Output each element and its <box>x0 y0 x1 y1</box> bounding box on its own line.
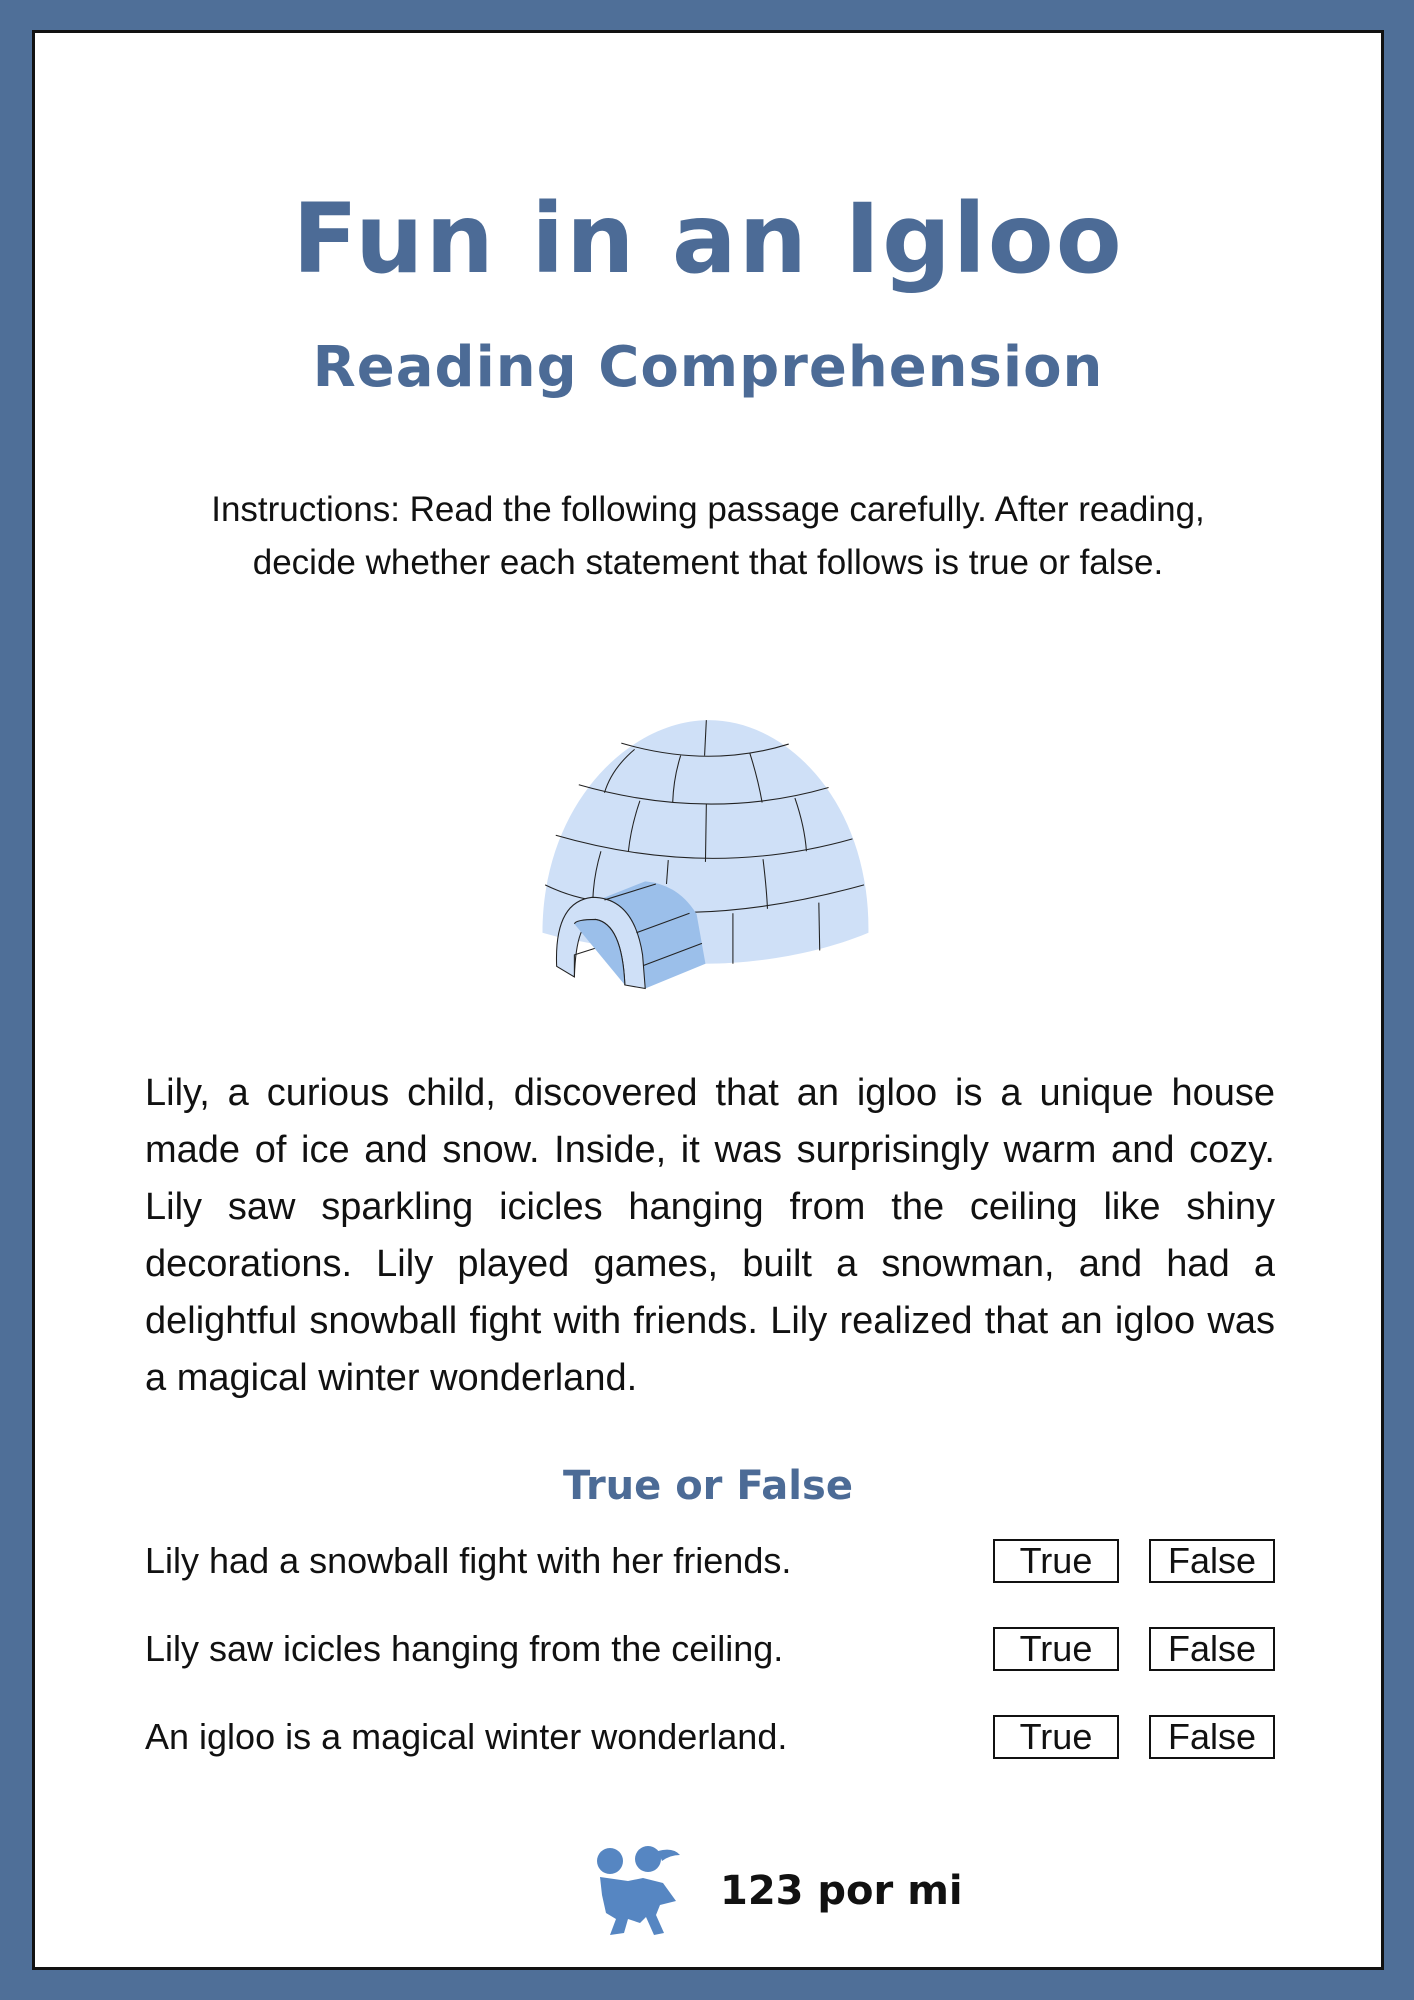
false-option[interactable]: False <box>1149 1715 1275 1759</box>
quiz-title: True or False <box>563 1463 853 1509</box>
quiz-row <box>145 1626 1275 1672</box>
igloo-illustration <box>523 683 895 1023</box>
page-title: Fun in an Igloo <box>292 183 1124 295</box>
true-option[interactable]: True <box>993 1627 1119 1671</box>
true-option[interactable]: True <box>993 1715 1119 1759</box>
quiz-row <box>145 1538 1275 1584</box>
false-option[interactable]: False <box>1149 1627 1275 1671</box>
worksheet-page <box>32 30 1384 1970</box>
instructions: Instructions: Read the following passage carefully. After reading, decide whether each statement that follows is true or false. <box>211 490 1205 582</box>
quiz-statement: Lily saw icicles hanging from the ceiling. <box>145 1628 784 1669</box>
quiz-statement: Lily had a snowball fight with her friends. <box>145 1540 792 1581</box>
false-option[interactable]: False <box>1149 1539 1275 1583</box>
footer-logo <box>588 1843 963 1938</box>
brand-name: 123 por mi <box>720 1867 963 1914</box>
children-logo-icon <box>588 1843 698 1938</box>
true-option[interactable]: True <box>993 1539 1119 1583</box>
reading-passage: Lily, a curious child, discovered that an igloo is a unique house made of ice and snow. Inside, it was surprisingly warm and cozy. Lily saw sparkling icicles hanging from the ceiling like shiny decorations. Lily played games, built a snowman, and had a delightful snowball fight with friends. Lily realized that an igloo was a magical winter wonderland. <box>145 1072 1275 1399</box>
quiz-row <box>145 1714 1275 1760</box>
page-subtitle: Reading Comprehension <box>312 335 1104 400</box>
quiz-statement: An igloo is a magical winter wonderland. <box>145 1716 788 1757</box>
